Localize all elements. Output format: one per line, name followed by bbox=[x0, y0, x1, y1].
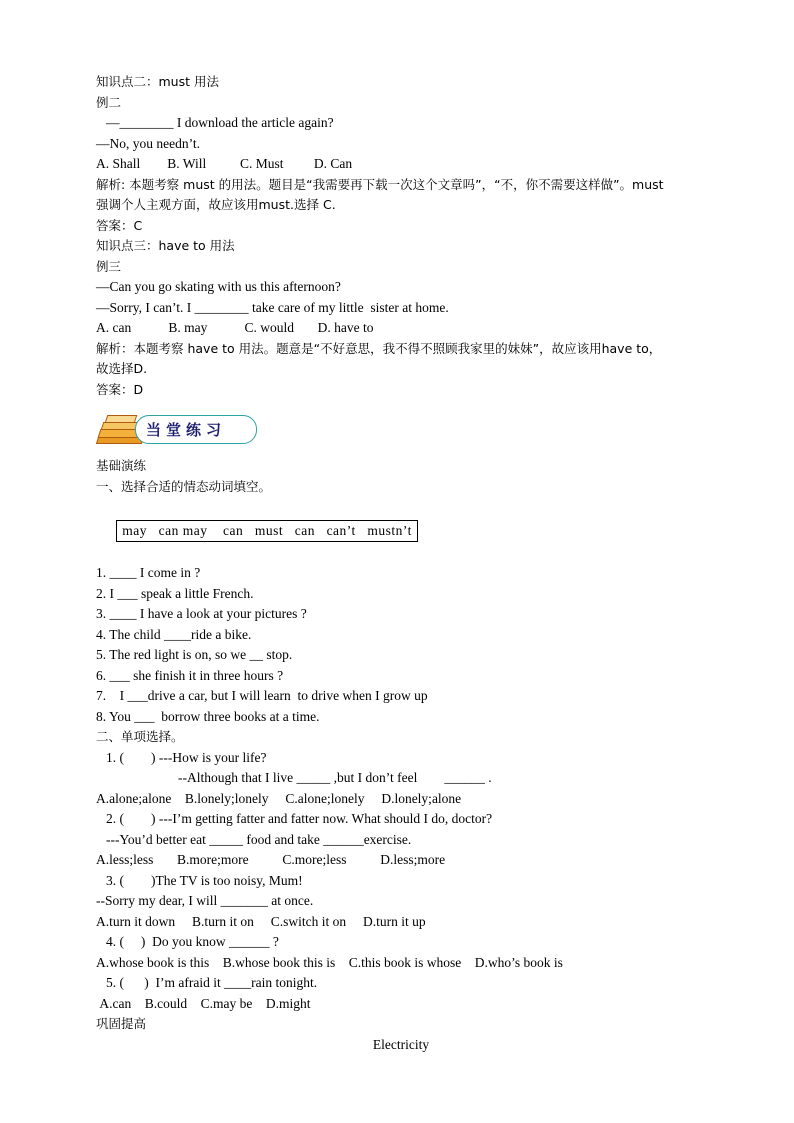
example-two-label: 例二 bbox=[96, 94, 122, 110]
example-three-question: —Can you go skating with us this afternoon? bbox=[96, 279, 341, 294]
heading-must-usage: 知识点二：must 用法 bbox=[96, 74, 219, 89]
choice-1-question: 1. ( ) ---How is your life? bbox=[106, 749, 267, 765]
footer-center-title: Electricity bbox=[372, 1036, 430, 1052]
example-three-reply: —Sorry, I can’t. I ________ take care of my little sister at home. bbox=[96, 299, 449, 315]
fill-item-4: 4. The child ____ride a bike. bbox=[96, 626, 252, 642]
word-bank-row bbox=[96, 497, 706, 563]
word-bank: may can may can must can can’t mustn’t bbox=[116, 520, 418, 542]
example-three-answer: 答案：D bbox=[96, 381, 144, 397]
choice-3-options: A.turn it down B.turn it on C.switch it on D.turn it up bbox=[96, 913, 426, 929]
practice-banner bbox=[96, 413, 296, 447]
choice-3-sub: --Sorry my dear, I will _______ at once. bbox=[96, 893, 314, 908]
example-two-answer-line: —No, you needn’t. bbox=[96, 135, 200, 151]
document-content bbox=[96, 72, 706, 1055]
footer-heading: 巩固提高 bbox=[96, 1016, 147, 1031]
section-one-title: 一、选择合适的情态动词填空。 bbox=[96, 478, 272, 494]
example-three-analysis-2: 故选择D. bbox=[96, 361, 148, 376]
example-two-analysis-1: 解析: 本题考察 must 的用法。题目是“我需要再下载一次这个文章吗”，“不，你不需要这样做”。must bbox=[96, 176, 664, 192]
choice-2-question: 2. ( ) ---I’m getting fatter and fatter now. What should I do, doctor? bbox=[106, 811, 493, 826]
choice-2-options: A.less;less B.more;more C.more;less D.less;more bbox=[96, 852, 446, 867]
banner-label: 当堂练习 bbox=[146, 421, 227, 439]
example-three-analysis-1: 解析：本题考察 have to 用法。题意是“不好意思，我不得不照顾我家里的妹妹”，故应该用have to， bbox=[96, 340, 662, 356]
example-three-options: A. can B. may C. would D. have to bbox=[96, 320, 374, 335]
choice-4-options: A.whose book is this B.whose book this is C.this book is whose D.who’s book is bbox=[96, 954, 563, 970]
example-two-analysis-2: 强调个人主观方面，故应该用must.选择 C. bbox=[96, 197, 336, 212]
fill-item-1: 1. ____ I come in ? bbox=[96, 565, 201, 580]
section-two-title: 二、单项选择。 bbox=[96, 729, 184, 744]
choice-1-sub: --Although that I live _____ ,but I don’t feel ______ . bbox=[178, 770, 492, 785]
fill-item-3: 3. ____ I have a look at your pictures ? bbox=[96, 606, 307, 621]
example-two-question: —________ I download the article again? bbox=[106, 115, 334, 130]
fill-item-7: 7. I ___drive a car, but I will learn to drive when I grow up bbox=[96, 688, 428, 703]
choice-5-options: A.can B.could C.may be D.might bbox=[96, 995, 311, 1011]
choice-1-options: A.alone;alone B.lonely;lonely C.alone;lonely D.lonely;alone bbox=[96, 790, 462, 806]
fill-item-2: 2. I ___ speak a little French. bbox=[96, 585, 254, 601]
fill-item-8: 8. You ___ borrow three books at a time. bbox=[96, 708, 320, 724]
fill-item-5: 5. The red light is on, so we __ stop. bbox=[96, 647, 293, 662]
example-two-answer: 答案：C bbox=[96, 217, 143, 233]
choice-4-question: 4. ( ) Do you know ______ ? bbox=[106, 934, 279, 949]
heading-have-to-usage: 知识点三：have to 用法 bbox=[96, 238, 235, 253]
example-three-label: 例三 bbox=[96, 258, 122, 274]
practice-heading: 基础演练 bbox=[96, 458, 147, 473]
fill-item-6: 6. ___ she finish it in three hours ? bbox=[96, 667, 284, 683]
choice-2-sub: ---You’d better eat _____ food and take ______exercise. bbox=[106, 831, 412, 847]
choice-3-question: 3. ( )The TV is too noisy, Mum! bbox=[106, 872, 303, 888]
choice-5-question: 5. ( ) I’m afraid it ____rain tonight. bbox=[106, 975, 318, 990]
example-two-options: A. Shall B. Will C. Must D. Can bbox=[96, 156, 353, 171]
